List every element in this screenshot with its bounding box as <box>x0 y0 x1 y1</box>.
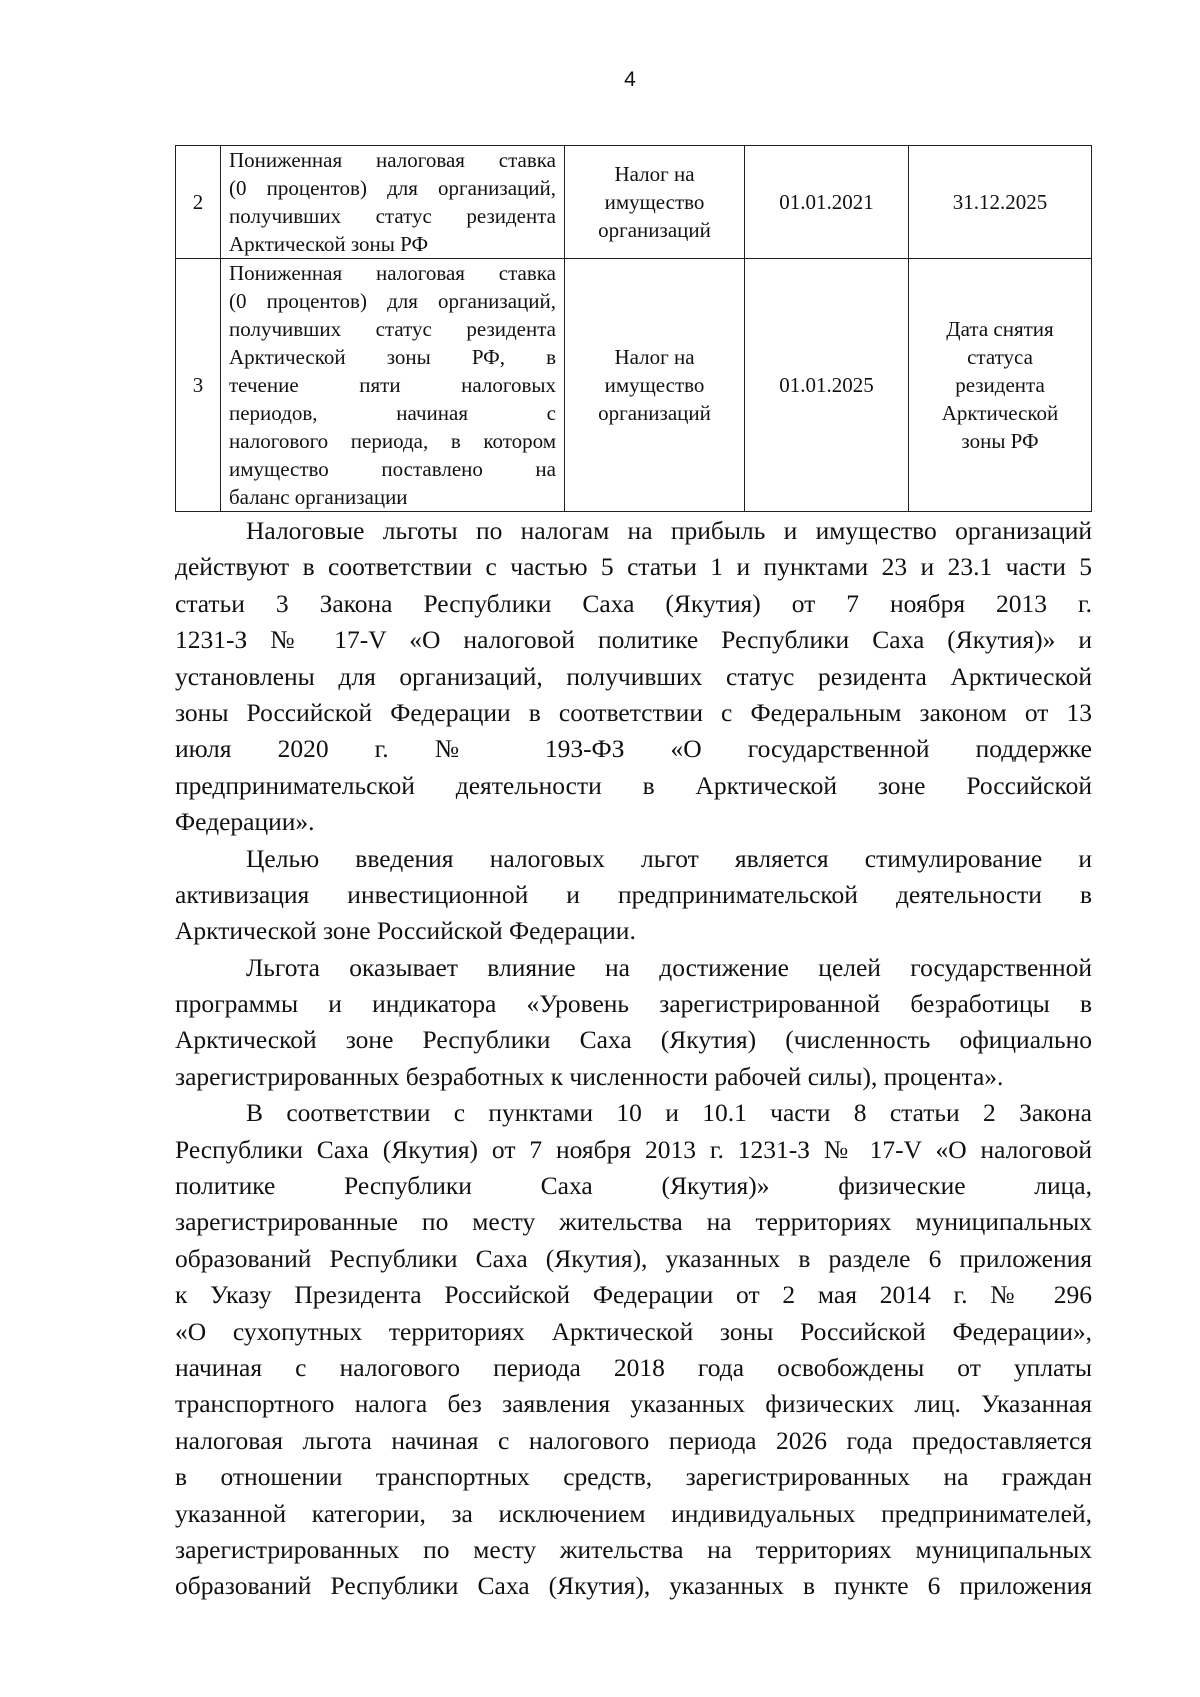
benefit-name-line: (0 процентов) для организаций, <box>229 176 556 200</box>
text-line: в отношении транспортных средств, зарегистрированных на граждан <box>175 1462 1092 1492</box>
tax-type-cell <box>565 146 745 259</box>
text-line: образований Республики Саха (Якутия), указанных в разделе 6 приложения <box>175 1243 1092 1273</box>
text-line: зоны Российской Федерации в соответствии с Федеральным законом от 13 <box>175 697 1092 727</box>
paragraph <box>175 841 1092 950</box>
text-line: к Указу Президента Российской Федерации от 2 мая 2014 г. № 296 <box>175 1280 1092 1310</box>
paragraph <box>175 513 1092 841</box>
page-number: 4 <box>624 68 636 91</box>
text-line: «О сухопутных территориях Арктической зоны Российской Федерации», <box>175 1316 1092 1346</box>
text-line: Республики Саха (Якутия) от 7 ноября 2013 г. 1231-З № 17-V «О налоговой <box>175 1134 1092 1164</box>
text-line: Целью введения налоговых льгот является стимулирование и <box>246 843 1092 873</box>
end-date-line: резидента <box>955 373 1045 397</box>
text-line: Налоговые льготы по налогам на прибыль и имущество организаций <box>246 516 1092 545</box>
text-line: статьи 3 Закона Республики Саха (Якутия) от 7 ноября 2013 г. <box>175 588 1092 618</box>
text-line: июля 2020 г. № 193-ФЗ «О государственной поддержке <box>175 734 1092 764</box>
benefit-name-cell <box>221 146 565 259</box>
text-line: активизация инвестиционной и предпринимательской деятельности в <box>175 879 1092 909</box>
benefit-name-line: баланс организации <box>229 485 408 509</box>
text-line: зарегистрированные по месту жительства на территориях муниципальных <box>175 1207 1092 1237</box>
end-date-cell <box>909 146 1092 259</box>
end-date-line: Дата снятия <box>946 317 1054 341</box>
tax-type-line: имущество <box>604 190 705 214</box>
text-line: транспортного налога без заявления указанных физических лиц. Указанная <box>175 1389 1092 1419</box>
paragraph <box>175 950 1092 1096</box>
benefit-name-line: получивших статус резидента <box>229 204 556 228</box>
tax-type-line: Налог на <box>614 345 695 369</box>
row-number: 3 <box>176 259 221 512</box>
text-line: зарегистрированных безработных к численности рабочей силы), процента». <box>175 1061 1004 1091</box>
benefit-name-line: Пониженная налоговая ставка <box>229 261 556 285</box>
text-line: В соответствии с пунктами 10 и 10.1 части 8 статьи 2 Закона <box>246 1098 1092 1128</box>
benefit-name-line: имущество поставлено на <box>229 457 556 481</box>
text-line: Арктической зоне Республики Саха (Якутия) (численность официально <box>175 1025 1092 1055</box>
end-date-line: Арктической <box>941 401 1059 425</box>
text-line: установлены для организаций, получивших статус резидента Арктической <box>175 661 1092 691</box>
benefit-name-line: периодов, начиная с <box>229 401 556 425</box>
text-line: образований Республики Саха (Якутия), указанных в пункте 6 приложения <box>175 1571 1092 1601</box>
text-line: начиная с налогового периода 2018 года освобождены от уплаты <box>175 1352 1092 1382</box>
text-line: политике Республики Саха (Якутия)» физические лица, <box>175 1171 1092 1201</box>
benefit-name-line: получивших статус резидента <box>229 317 556 341</box>
start-date-cell: 01.01.2021 <box>745 146 909 259</box>
tax-type-line: организаций <box>598 218 711 242</box>
benefit-name-line: Арктической зоны РФ, в <box>229 345 556 369</box>
tax-type-line: организаций <box>598 401 711 425</box>
text-line: предпринимательской деятельности в Арктической зоне Российской <box>175 770 1092 800</box>
benefit-name-line: течение пяти налоговых <box>229 373 556 397</box>
start-date-cell: 01.01.2025 <box>745 259 909 512</box>
text-line: Арктической зоне Российской Федерации. <box>175 916 636 946</box>
end-date-cell <box>909 259 1092 512</box>
table-row <box>176 259 1092 512</box>
body-text <box>175 513 1092 1605</box>
text-line: зарегистрированных по месту жительства на территориях муниципальных <box>175 1534 1092 1564</box>
text-line: указанной категории, за исключением индивидуальных предпринимателей, <box>175 1498 1092 1528</box>
text-line: Льгота оказывает влияние на достижение целей государственной <box>246 952 1092 982</box>
benefit-name-line: налогового периода, в котором <box>229 429 556 453</box>
text-line: налоговая льгота начиная с налогового периода 2026 года предоставляется <box>175 1425 1092 1455</box>
row-number: 2 <box>176 146 221 259</box>
benefit-name-cell <box>221 259 565 512</box>
benefit-name-line: (0 процентов) для организаций, <box>229 289 556 313</box>
tax-type-line: Налог на <box>614 162 695 186</box>
tax-type-line: имущество <box>604 373 705 397</box>
benefit-name-line: Арктической зоны РФ <box>229 232 429 256</box>
tax-benefits-table <box>175 145 1092 512</box>
tax-type-cell <box>565 259 745 512</box>
paragraph <box>175 1095 1092 1604</box>
end-date-line: зоны РФ <box>961 429 1039 453</box>
end-date-line: статуса <box>967 345 1033 369</box>
text-line: программы и индикатора «Уровень зарегистрированной безработицы в <box>175 989 1092 1019</box>
text-line: Федерации». <box>175 807 315 837</box>
text-line: 1231-З № 17-V «О налоговой политике Республики Саха (Якутия)» и <box>175 625 1092 655</box>
text-line: действуют в соответствии с частью 5 статьи 1 и пунктами 23 и 23.1 части 5 <box>175 552 1092 582</box>
end-date-line: 31.12.2025 <box>952 190 1048 214</box>
benefit-name-line: Пониженная налоговая ставка <box>229 148 556 172</box>
table-row <box>176 146 1092 259</box>
